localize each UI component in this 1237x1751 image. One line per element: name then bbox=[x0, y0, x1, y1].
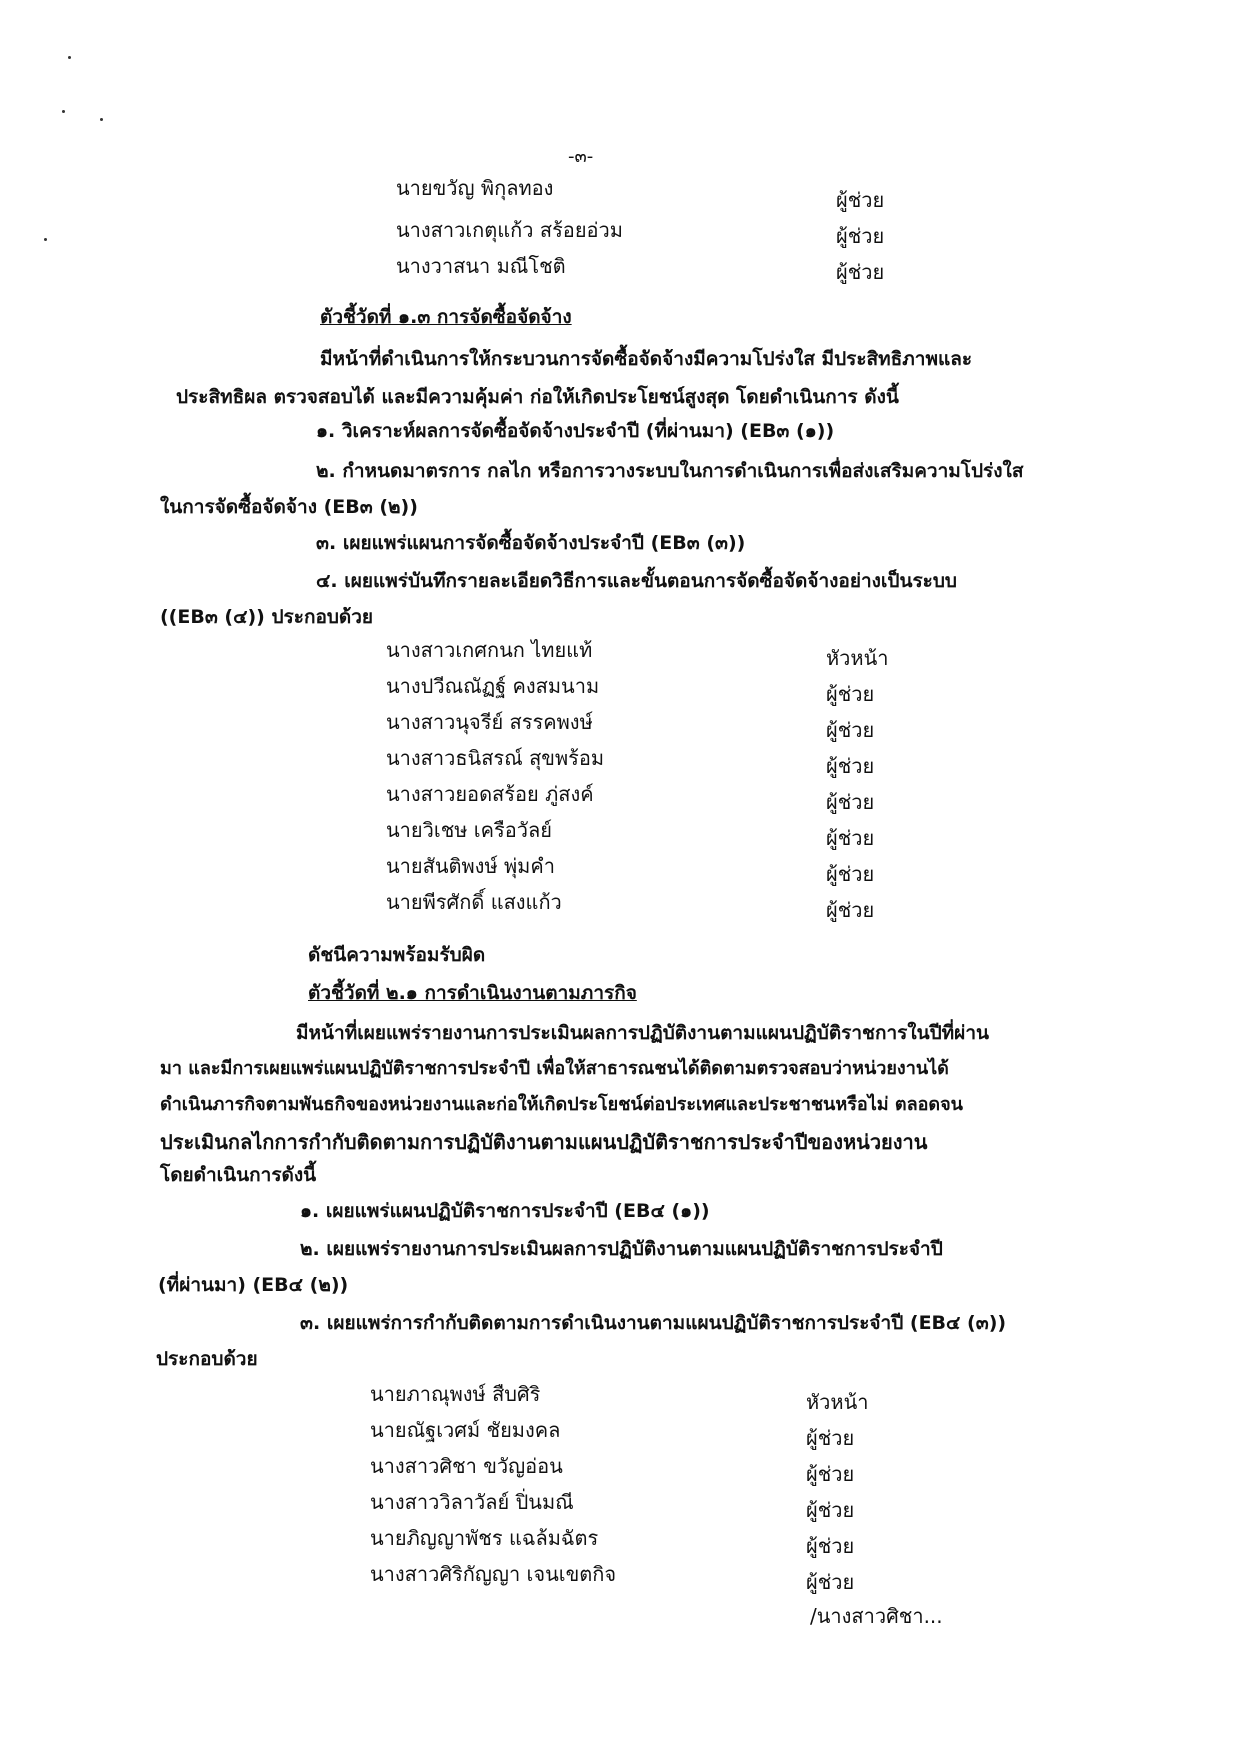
list-item: ๓. เผยแพร่แผนการจัดซื้อจัดจ้างประจำปี (EB๓ (๓)) bbox=[316, 532, 746, 554]
member-role: ผู้ช่วย bbox=[806, 1534, 855, 1558]
member-name: นางสาวศิริกัญญา เจนเขตกิจ bbox=[370, 1562, 617, 1586]
member-role: ผู้ช่วย bbox=[826, 826, 875, 850]
list-item: ๒. เผยแพร่รายงานการประเมินผลการปฏิบัติงานตามแผนปฏิบัติราชการประจำปี bbox=[300, 1238, 943, 1260]
list-item: ((EB๓ (๔)) ประกอบด้วย bbox=[160, 606, 374, 628]
member-name: นายพีรศักดิ์ แสงแก้ว bbox=[386, 890, 562, 914]
member-name: นางสาวยอดสร้อย ภู่สงค์ bbox=[386, 782, 594, 806]
member-name: นายสันติพงษ์ พุ่มคำ bbox=[386, 854, 555, 878]
list-item: (ที่ผ่านมา) (EB๔ (๒)) bbox=[158, 1274, 349, 1296]
member-name: นายภิญญาพัชร แฉล้มฉัตร bbox=[370, 1526, 599, 1550]
member-name: นางสาวเกศกนก ไทยแท้ bbox=[386, 638, 593, 662]
member-role: หัวหน้า bbox=[806, 1390, 869, 1414]
member-name: นางสาวธนิสรณ์ สุขพร้อม bbox=[386, 746, 605, 770]
member-name: นายวิเชษ เครือวัลย์ bbox=[386, 818, 552, 842]
scan-speck bbox=[62, 110, 65, 113]
member-role: ผู้ช่วย bbox=[826, 862, 875, 886]
member-name: นายขวัญ พิกุลทอง bbox=[396, 176, 554, 200]
member-name: นางสาวศิชา ขวัญอ่อน bbox=[370, 1454, 563, 1478]
paragraph-line: มีหน้าที่ดำเนินการให้กระบวนการจัดซื้อจัดจ้างมีความโปร่งใส มีประสิทธิภาพและ bbox=[320, 348, 973, 370]
list-item: ๔. เผยแพร่บันทึกรายละเอียดวิธีการและขั้นตอนการจัดซื้อจัดจ้างอย่างเป็นระบบ bbox=[316, 570, 957, 592]
paragraph-line: ประสิทธิผล ตรวจสอบได้ และมีความคุ้มค่า ก่อให้เกิดประโยชน์สูงสุด โดยดำเนินการ ดังนี้ bbox=[176, 386, 899, 408]
member-role: ผู้ช่วย bbox=[836, 188, 885, 212]
paragraph-line: โดยดำเนินการดังนี้ bbox=[160, 1164, 317, 1186]
indicator-heading: ตัวชี้วัดที่ ๒.๑ การดำเนินงานตามภารกิจ bbox=[308, 982, 637, 1004]
indicator-heading: ตัวชี้วัดที่ ๑.๓ การจัดซื้อจัดจ้าง bbox=[320, 306, 572, 328]
paragraph-line: มา และมีการเผยแพร่แผนปฏิบัติราชการประจำปี เพื่อให้สาธารณชนได้ติดตามตรวจสอบว่าหน่วยงานได้ bbox=[160, 1058, 949, 1079]
continuation-note: /นางสาวศิชา... bbox=[810, 1604, 943, 1628]
paragraph-line: ประเมินกลไกการกำกับติดตามการปฏิบัติงานตามแผนปฏิบัติราชการประจำปีของหน่วยงาน bbox=[160, 1130, 928, 1154]
member-name: นางวาสนา มณีโชติ bbox=[396, 254, 566, 278]
member-role: ผู้ช่วย bbox=[836, 224, 885, 248]
member-name: นายณัฐเวศม์ ชัยมงคล bbox=[370, 1418, 561, 1442]
member-role: ผู้ช่วย bbox=[806, 1426, 855, 1450]
section-heading: ดัชนีความพร้อมรับผิด bbox=[308, 944, 486, 966]
member-role: ผู้ช่วย bbox=[806, 1498, 855, 1522]
list-item: ประกอบด้วย bbox=[156, 1348, 258, 1370]
member-role: ผู้ช่วย bbox=[836, 260, 885, 284]
paragraph-line: มีหน้าที่เผยแพร่รายงานการประเมินผลการปฏิบัติงานตามแผนปฏิบัติราชการในปีที่ผ่าน bbox=[296, 1022, 989, 1044]
scan-speck bbox=[100, 118, 103, 121]
member-name: นางสาวนุจรีย์ สรรคพงษ์ bbox=[386, 710, 593, 734]
list-item: ๒. กำหนดมาตรการ กลไก หรือการวางระบบในการดำเนินการเพื่อส่งเสริมความโปร่งใส bbox=[316, 460, 1024, 482]
member-role: ผู้ช่วย bbox=[826, 682, 875, 706]
member-role: ผู้ช่วย bbox=[826, 754, 875, 778]
paragraph-line: ดำเนินภารกิจตามพันธกิจของหน่วยงานและก่อให้เกิดประโยชน์ต่อประเทศและประชาชนหรือไม่ ตลอดจน bbox=[160, 1094, 963, 1115]
list-item: ๓. เผยแพร่การกำกับติดตามการดำเนินงานตามแผนปฏิบัติราชการประจำปี (EB๔ (๓)) bbox=[300, 1312, 1007, 1334]
member-role: ผู้ช่วย bbox=[826, 718, 875, 742]
page-number: -๓- bbox=[568, 146, 594, 167]
member-role: ผู้ช่วย bbox=[826, 790, 875, 814]
list-item: ในการจัดซื้อจัดจ้าง (EB๓ (๒)) bbox=[160, 496, 418, 518]
member-name: นางสาววิลาวัลย์ ปิ่นมณี bbox=[370, 1490, 574, 1514]
member-role: ผู้ช่วย bbox=[806, 1462, 855, 1486]
member-role: หัวหน้า bbox=[826, 646, 889, 670]
member-role: ผู้ช่วย bbox=[806, 1570, 855, 1594]
member-name: นางปวีณณัฏฐ์ คงสมนาม bbox=[386, 674, 600, 698]
list-item: ๑. เผยแพร่แผนปฏิบัติราชการประจำปี (EB๔ (๑)) bbox=[300, 1200, 710, 1222]
scan-speck bbox=[68, 56, 71, 59]
member-name: นายภาณุพงษ์ สืบศิริ bbox=[370, 1382, 541, 1406]
member-name: นางสาวเกตุแก้ว สร้อยอ่วม bbox=[396, 218, 623, 242]
member-role: ผู้ช่วย bbox=[826, 898, 875, 922]
list-item: ๑. วิเคราะห์ผลการจัดซื้อจัดจ้างประจำปี (ที่ผ่านมา) (EB๓ (๑)) bbox=[316, 420, 835, 442]
scan-speck bbox=[44, 238, 47, 241]
